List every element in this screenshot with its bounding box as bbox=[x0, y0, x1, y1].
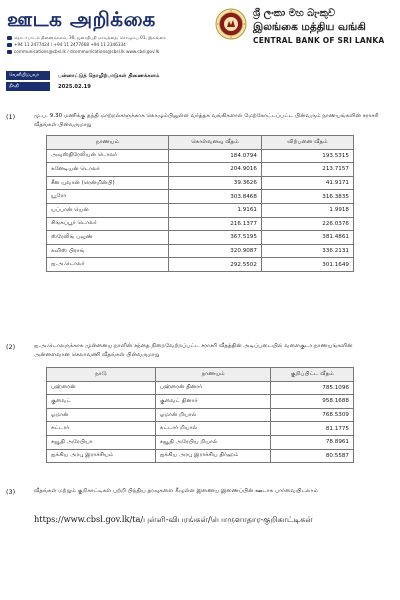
gulf-currency-table bbox=[46, 367, 354, 463]
table-cell: யப்பான் யென் bbox=[47, 203, 169, 217]
column-header: விற்பனை வீதம் bbox=[261, 136, 353, 150]
table-header-row bbox=[47, 136, 354, 150]
section-1-text: மு.ப. 9.30 மணிக்கு தந்தி மாற்றல்களுக்காக கொழும்பிலுள்ள வர்த்தக வங்கிகளால் மேற்கோட்டப்பட்ட பின்வரும் நாணயங்களின் சராசரி வீதங்கள் பின்வருமாறு bbox=[34, 113, 379, 128]
table-row bbox=[47, 203, 354, 217]
email-icon bbox=[7, 50, 12, 54]
table-row bbox=[47, 231, 354, 245]
table-row bbox=[47, 176, 354, 190]
table-cell: 316.3835 bbox=[261, 190, 353, 204]
table-cell: 958.1688 bbox=[271, 395, 354, 409]
bank-name-sinhala: ශ්‍රී ලංකා මහ බැංකුව bbox=[253, 8, 336, 19]
column-header: குறிப்பிட்ட வீதம் bbox=[271, 368, 354, 382]
table-cell: 193.5315 bbox=[261, 149, 353, 163]
table-cell: கனேடியன் டொலர் bbox=[47, 163, 169, 177]
bank-name-english: CENTRAL BANK OF SRI LANKA bbox=[253, 36, 385, 45]
table-cell: 41.9171 bbox=[261, 176, 353, 190]
table-cell: யூரோ bbox=[47, 190, 169, 204]
table-row bbox=[47, 422, 354, 436]
press-release-title: ஊடக அறிக்கை bbox=[7, 7, 156, 31]
table-row bbox=[47, 149, 354, 163]
table-cell: பஹ்ரைன் bbox=[47, 381, 156, 395]
table-cell: குவைட் bbox=[47, 395, 156, 409]
table-cell: 381.4861 bbox=[261, 231, 353, 245]
location-icon bbox=[7, 36, 12, 40]
table-cell: 292.5502 bbox=[169, 258, 262, 272]
date-label: திகதி bbox=[6, 82, 50, 91]
table-cell: 768.5309 bbox=[271, 408, 354, 422]
table-cell: 367.5195 bbox=[169, 231, 262, 245]
table-cell: ஓமான் bbox=[47, 408, 156, 422]
table-cell: 336.2131 bbox=[261, 244, 353, 258]
table-header-row bbox=[47, 368, 354, 382]
issued-by-label: வெளியிடுபவர் bbox=[6, 71, 50, 80]
table-row bbox=[47, 217, 354, 231]
table-cell: ஐ.அ.டொலர் bbox=[47, 258, 169, 272]
contact-email-text: communications@cbsl.lk / dcommunications@cbsl.lk www.cbsl.gov.lk bbox=[14, 49, 160, 54]
table-row bbox=[47, 435, 354, 449]
table-cell: 226.0376 bbox=[261, 217, 353, 231]
contact-email bbox=[7, 49, 159, 54]
table-cell: சிங்கப்பூர் டொலர் bbox=[47, 217, 169, 231]
contact-phone-text: +94 11 2477424 / +94 11 2477668 +94 11 2346334 bbox=[14, 42, 126, 47]
table-cell: 213.7157 bbox=[261, 163, 353, 177]
table-cell: கட்டார் bbox=[47, 422, 156, 436]
table-cell: 39.3626 bbox=[169, 176, 262, 190]
bank-name-tamil: இலங்கை மத்திய வங்கி bbox=[253, 21, 366, 33]
table-cell: சுவிஸ் பிராங் bbox=[47, 244, 169, 258]
exchange-rates-table bbox=[46, 135, 354, 272]
table-cell: ஐக்கிய அரபு இராச்சிய திர்ஹம் bbox=[155, 449, 271, 463]
contact-phone bbox=[7, 42, 126, 47]
table-row bbox=[47, 190, 354, 204]
table-cell: குவைட் தினார் bbox=[155, 395, 271, 409]
table-cell: 184.0794 bbox=[169, 149, 262, 163]
section-number: (1) bbox=[6, 113, 16, 121]
table-cell: கட்டார் றியால் bbox=[155, 422, 271, 436]
column-header: கொள்வனவு வீதம் bbox=[169, 136, 262, 150]
table-cell: 1.9161 bbox=[169, 203, 262, 217]
section-number: (2) bbox=[6, 343, 16, 351]
table-row bbox=[47, 244, 354, 258]
table-cell: 80.5587 bbox=[271, 449, 354, 463]
table-cell: பஹ்ரைன் தினார் bbox=[155, 381, 271, 395]
column-header: நாணயம் bbox=[155, 368, 271, 382]
release-date: 2025.02.19 bbox=[58, 84, 91, 90]
contact-address bbox=[7, 35, 166, 41]
table-cell: 216.1377 bbox=[169, 217, 262, 231]
table-cell: 303.8468 bbox=[169, 190, 262, 204]
table-row bbox=[47, 381, 354, 395]
table-cell: 204.9016 bbox=[169, 163, 262, 177]
phone-icon bbox=[7, 43, 12, 47]
indicators-link[interactable]: https://www.cbsl.gov.lk/ta/புள்ளி-விபரங்கள்/பொருளாதார-குறிகாட்டிகள் bbox=[34, 514, 313, 524]
table-cell: சவூதி அரேபிய றியால் bbox=[155, 435, 271, 449]
contact-address-text: தொடர்பாடல் திணைக்களம், 30, ஜனாதிபதி மாவத்தை, கொழும்பு 01, இலங்கை bbox=[14, 35, 166, 40]
table-cell: ஸ்ரேலிங் பவுண் bbox=[47, 231, 169, 245]
section-number: (3) bbox=[6, 488, 16, 496]
table-cell: 785.1096 bbox=[271, 381, 354, 395]
table-cell: சீன யுவான் (ரென்மின்பி) bbox=[47, 176, 169, 190]
cbsl-emblem-icon bbox=[215, 8, 247, 40]
table-cell: 320.9087 bbox=[169, 244, 262, 258]
table-cell: சவூதி அரேபியா bbox=[47, 435, 156, 449]
table-cell: 78.8961 bbox=[271, 435, 354, 449]
column-header: நாடு bbox=[47, 368, 156, 382]
table-row bbox=[47, 449, 354, 463]
table-cell: அவுஸ்திரேலியன் டொலர் bbox=[47, 149, 169, 163]
section-2-text: ஐ.அ.டொலருக்காக முன்னைய நாளின் சந்தை நிறைவேற்றப்பட்ட சராசரி வீதத்தின் அடிப்படையில் வளைகுடா நாணயங்களின் அன்னளவான செலாவணி வீதங்கள் பின்வருமாறு bbox=[34, 343, 353, 358]
section-3-text: வீதங்கள் மற்றும் குறிகாட்டிகள் பற்றி பிந்திய தரவுகளை கீழுள்ள இணைய இணைப்பின் ஊடாக பார்வையிடலாம் bbox=[34, 488, 318, 494]
issued-by: பன்னாட்டுத் தொழிற்பாடுகள் திணைக்களம் bbox=[58, 73, 160, 79]
table-row bbox=[47, 163, 354, 177]
table-row bbox=[47, 258, 354, 272]
table-cell: ஓமான் றியால் bbox=[155, 408, 271, 422]
table-cell: 81.1775 bbox=[271, 422, 354, 436]
table-row bbox=[47, 395, 354, 409]
table-cell: ஐக்கிய அரபு இராச்சியம் bbox=[47, 449, 156, 463]
table-row bbox=[47, 408, 354, 422]
table-cell: 1.9918 bbox=[261, 203, 353, 217]
table-cell: 301.1649 bbox=[261, 258, 353, 272]
column-header: நாணயம் bbox=[47, 136, 169, 150]
